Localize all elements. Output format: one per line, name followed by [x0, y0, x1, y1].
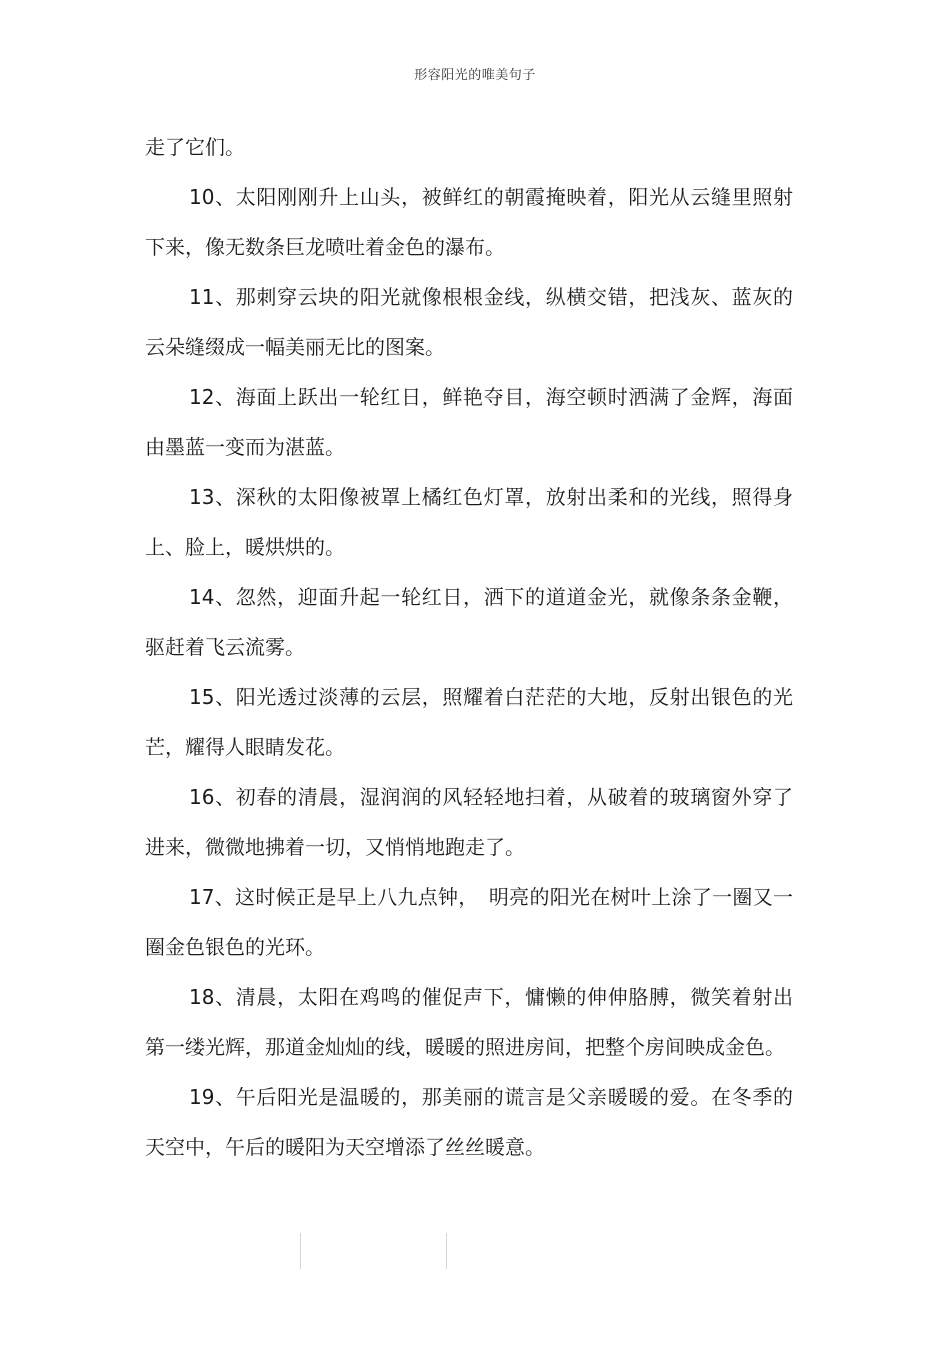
- footer-divider-left: [300, 1233, 301, 1269]
- paragraph: 13、深秋的太阳像被罩上橘红色灯罩，放射出柔和的光线，照得身上、脸上，暖烘烘的。: [145, 485, 793, 559]
- paragraph: 走了它们。: [145, 135, 245, 159]
- document-body: [145, 122, 793, 1172]
- paragraph: 16、初春的清晨，湿润润的风轻轻地扫着，从破着的玻璃窗外穿了进来，微微地拂着一切，又悄悄地跑走了。: [145, 785, 793, 859]
- paragraph: 15、阳光透过淡薄的云层，照耀着白茫茫的大地，反射出银色的光芒，耀得人眼睛发花。: [145, 685, 793, 759]
- paragraph: 19、午后阳光是温暖的，那美丽的谎言是父亲暖暖的爱。在冬季的天空中，午后的暖阳为天空增添了丝丝暖意。: [145, 1085, 793, 1159]
- paragraph: 14、忽然，迎面升起一轮红日，洒下的道道金光，就像条条金鞭，驱赶着飞云流雾。: [145, 585, 793, 659]
- page-header: 形容阳光的唯美句子: [414, 68, 536, 83]
- paragraph: 12、海面上跃出一轮红日，鲜艳夺目，海空顿时洒满了金辉，海面由墨蓝一变而为湛蓝。: [145, 385, 793, 459]
- paragraph: 11、那刺穿云块的阳光就像根根金线，纵横交错，把浅灰、蓝灰的云朵缝缀成一幅美丽无比的图案。: [145, 285, 793, 359]
- paragraph: 18、清晨，太阳在鸡鸣的催促声下，慵懒的伸伸胳膊，微笑着射出第一缕光辉，那道金灿灿的线，暖暖的照进房间，把整个房间映成金色。: [145, 985, 793, 1059]
- footer-divider-right: [446, 1233, 447, 1269]
- paragraph: 17、这时候正是早上八九点钟， 明亮的阳光在树叶上涂了一圈又一圈金色银色的光环。: [145, 885, 793, 959]
- paragraph: 10、太阳刚刚升上山头，被鲜红的朝霞掩映着，阳光从云缝里照射下来，像无数条巨龙喷吐着金色的瀑布。: [145, 185, 793, 259]
- footer-decoration: [0, 1233, 950, 1269]
